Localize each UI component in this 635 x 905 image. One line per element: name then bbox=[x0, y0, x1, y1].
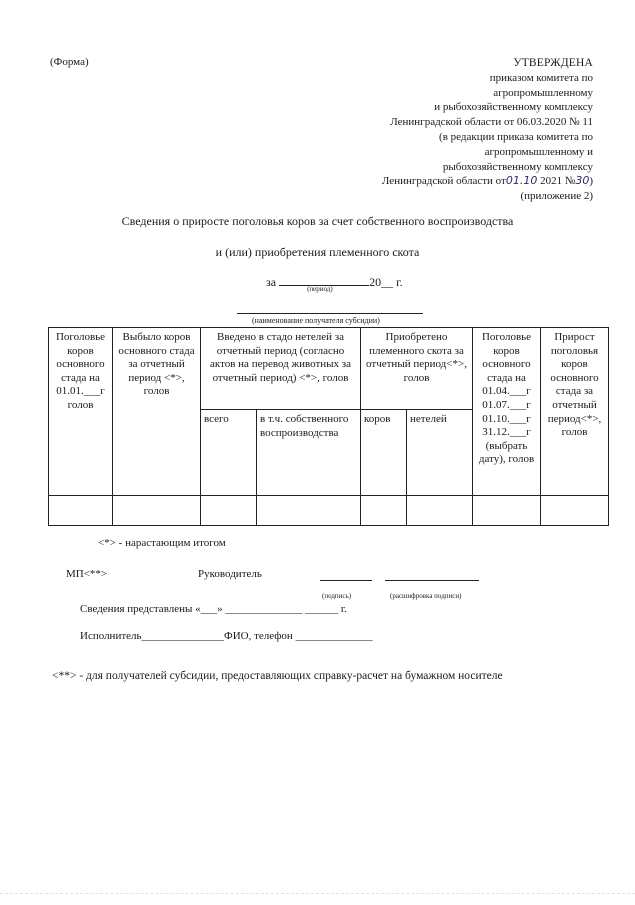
signature-decode-caption: (расшифровка подписи) bbox=[390, 592, 462, 600]
signature-decode-field[interactable] bbox=[385, 580, 479, 581]
period-prefix: за bbox=[266, 275, 277, 289]
approval-line: рыбохозяйственному комплексу bbox=[442, 160, 593, 173]
executor-line: Исполнитель_______________ФИО, телефон ______________ bbox=[80, 630, 373, 642]
table-cell[interactable] bbox=[473, 496, 541, 526]
header-cows-date: Поголовье коров основного стада на 01.04.___г 01.07.___г 01.10.___г 31.12.___г (выбрать дату), голов bbox=[473, 328, 541, 496]
table-cell[interactable] bbox=[49, 496, 113, 526]
header-purchased: Приобретено племенного скота за отчетный период<*>, голов bbox=[361, 328, 473, 410]
scan-edge-divider bbox=[0, 893, 635, 894]
approval-line: (в редакции приказа комитета по bbox=[439, 130, 593, 143]
cumulative-note: <*> - нарастающим итогом bbox=[98, 537, 226, 549]
table-row bbox=[49, 496, 609, 526]
document-title-line1: Сведения о приросте поголовья коров за счет собственного воспроизводства bbox=[121, 214, 514, 228]
approval-title: УТВЕРЖДЕНА bbox=[513, 57, 593, 69]
head-label: Руководитель bbox=[198, 568, 262, 580]
handwritten-number: 30 bbox=[575, 174, 590, 188]
appendix-label: (приложение 2) bbox=[520, 190, 593, 203]
approval-line: Ленинградской области от 06.03.2020 № 11 bbox=[390, 116, 593, 129]
data-table bbox=[48, 327, 609, 526]
subheader-total: всего bbox=[201, 410, 257, 496]
period-caption: (период) bbox=[307, 285, 333, 293]
period-field[interactable] bbox=[279, 273, 369, 293]
handwritten-date: 01.10 bbox=[505, 174, 538, 188]
submitted-line: Сведения представлены «___» ______________ ______ г. bbox=[80, 603, 347, 615]
subheader-heifers: нетелей bbox=[407, 410, 473, 496]
header-cows-retired: Выбыло коров основного стада за отчетный период <*>, голов bbox=[113, 328, 201, 496]
signature-caption: (подпись) bbox=[322, 592, 352, 600]
table-cell[interactable] bbox=[361, 496, 407, 526]
amend-year: 2021 № bbox=[537, 175, 576, 188]
amendment-line bbox=[353, 174, 593, 189]
table-cell[interactable] bbox=[407, 496, 473, 526]
table-cell[interactable] bbox=[201, 496, 257, 526]
table-cell[interactable] bbox=[541, 496, 609, 526]
approval-line: агропромышленному и bbox=[484, 145, 593, 158]
header-growth: Прирост поголовья коров основного стада за отчетный период<*>, голов bbox=[541, 328, 609, 496]
table-cell[interactable] bbox=[257, 496, 361, 526]
amend-prefix: Ленинградской области от bbox=[381, 175, 506, 188]
document-title-line2: и (или) приобретения племенного скота bbox=[215, 245, 420, 259]
period-year: 20__ г. bbox=[369, 275, 403, 289]
signature-field[interactable] bbox=[320, 580, 372, 581]
approval-line: агропромышленному bbox=[493, 86, 593, 99]
approval-block bbox=[353, 56, 593, 204]
header-heifers-introduced: Введено в стадо нетелей за отчетный период (согласно актов на перевод животных за отчетный период) <*>, голов bbox=[201, 328, 361, 410]
stamp-label: МП<**> bbox=[66, 568, 108, 580]
recipient-field[interactable] bbox=[237, 313, 423, 314]
table-cell[interactable] bbox=[113, 496, 201, 526]
paper-footnote: <**> - для получателей субсидии, предоставляющих справку-расчет на бумажном носителе bbox=[52, 670, 503, 682]
form-label: (Форма) bbox=[50, 56, 89, 68]
recipient-caption: (наименование получателя субсидии) bbox=[252, 316, 380, 325]
amend-suffix: ) bbox=[589, 175, 593, 188]
subheader-cows: коров bbox=[361, 410, 407, 496]
header-cows-start: Поголовье коров основного стада на 01.01.___г голов bbox=[49, 328, 113, 496]
period-line bbox=[266, 273, 403, 293]
approval-line: приказом комитета по bbox=[489, 71, 593, 84]
approval-line: и рыбохозяйственному комплексу bbox=[434, 101, 593, 114]
subheader-own-reproduction: в т.ч. собственного воспроизводства bbox=[257, 410, 361, 496]
